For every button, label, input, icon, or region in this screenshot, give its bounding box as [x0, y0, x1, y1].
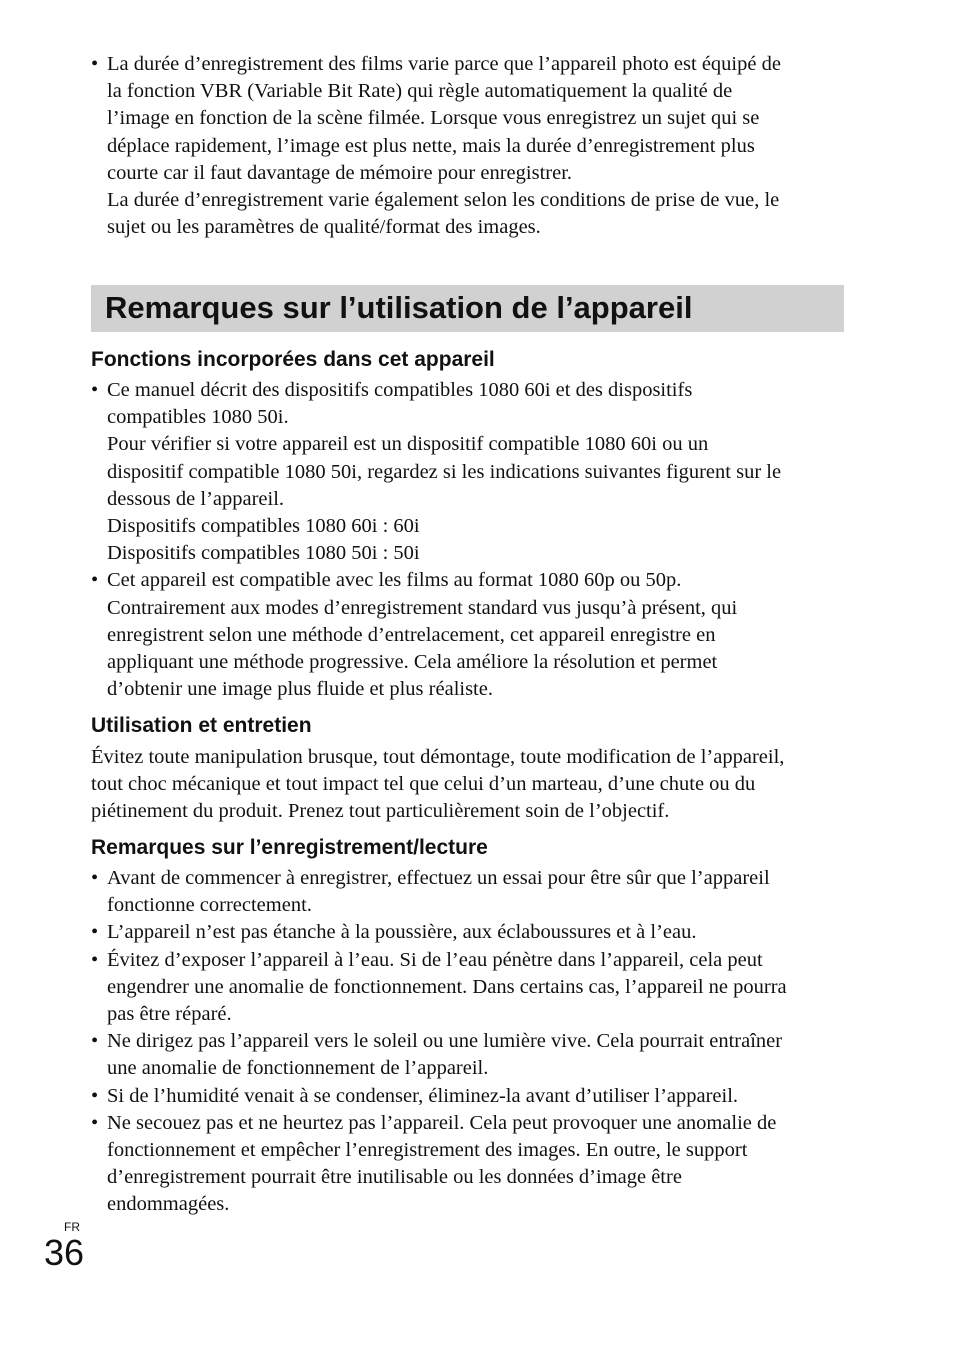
- list-item: [91, 1083, 843, 1110]
- list-line: appliquant une méthode progressive. Cela améliore la résolution et permet: [107, 651, 718, 674]
- list-line: d’enregistrement pourrait être inutilisable ou les données d’image être: [107, 1166, 682, 1189]
- list-line: pas être réparé.: [107, 1003, 232, 1026]
- paragraph-line: tout choc mécanique et tout impact tel que celui d’un marteau, d’une chute ou du: [91, 773, 756, 796]
- list-line: Dispositifs compatibles 1080 50i : 50i: [107, 542, 420, 565]
- list-line: enregistrent selon une méthode d’entrelacement, cet appareil enregistre en: [107, 623, 716, 646]
- list-line: • Cet appareil est compatible avec les films au format 1080 60p ou 50p.: [107, 569, 682, 592]
- list-line: compatibles 1080 50i.: [107, 406, 289, 429]
- remarques-list: [91, 865, 843, 1219]
- list-line: dessous de l’appareil.: [107, 487, 285, 510]
- section-banner: [91, 285, 844, 332]
- intro-line: déplace rapidement, l’image est plus nette, mais la durée d’enregistrement plus: [107, 134, 755, 157]
- intro-line: • La durée d’enregistrement des films varie parce que l’appareil photo est équipé de: [107, 53, 781, 75]
- intro-line: la fonction VBR (Variable Bit Rate) qui règle automatiquement la qualité de: [107, 80, 733, 103]
- intro-line: sujet ou les paramètres de qualité/format des images.: [107, 216, 541, 239]
- subheading-fonctions: Fonctions incorporées dans cet appareil: [91, 348, 495, 371]
- subheading-remarques: Remarques sur l’enregistrement/lecture: [91, 836, 488, 859]
- list-line: Dispositifs compatibles 1080 60i : 60i: [107, 515, 420, 538]
- paragraph-line: piétinement du produit. Prenez tout particulièrement soin de l’objectif.: [91, 800, 670, 823]
- list-line: engendrer une anomalie de fonctionnement. Dans certains cas, l’appareil ne pourra: [107, 975, 787, 998]
- list-line: • Ne dirigez pas l’appareil vers le soleil ou une lumière vive. Cela pourrait entraîner: [107, 1030, 783, 1053]
- list-line: • L’appareil n’est pas étanche à la poussière, aux éclaboussures et à l’eau.: [107, 921, 697, 944]
- list-line: Pour vérifier si votre appareil est un dispositif compatible 1080 60i ou un: [107, 433, 709, 456]
- list-item: [91, 1028, 843, 1082]
- list-line: Contrairement aux modes d’enregistrement standard vus jusqu’à présent, qui: [107, 596, 738, 619]
- intro-line: courte car il faut davantage de mémoire pour enregistrer.: [107, 161, 573, 184]
- list-item: [91, 1110, 843, 1219]
- list-item: [91, 567, 843, 703]
- list-line: • Avant de commencer à enregistrer, effectuez un essai pour être sûr que l’appareil: [107, 867, 770, 889]
- intro-bullet: [91, 51, 843, 241]
- list-line: fonctionne correctement.: [107, 894, 312, 917]
- paragraph-line: Évitez toute manipulation brusque, tout démontage, toute modification de l’appareil,: [91, 746, 785, 768]
- list-item: [91, 377, 843, 567]
- list-line: • Si de l’humidité venait à se condenser, éliminez-la avant d’utiliser l’appareil.: [107, 1084, 739, 1107]
- list-item: [91, 865, 843, 919]
- subheading-utilisation: Utilisation et entretien: [91, 714, 312, 737]
- list-line: fonctionnement et empêcher l’enregistrement des images. En outre, le support: [107, 1139, 748, 1162]
- list-line: • Ce manuel décrit des dispositifs compatibles 1080 60i et des dispositifs: [107, 379, 693, 401]
- utilisation-paragraph: [91, 744, 843, 826]
- list-line: une anomalie de fonctionnement de l’appareil.: [107, 1057, 489, 1080]
- list-line: • Ne secouez pas et ne heurtez pas l’appareil. Cela peut provoquer une anomalie de: [107, 1111, 777, 1134]
- list-item: [91, 919, 843, 946]
- list-item: [91, 947, 843, 1029]
- section-title: Remarques sur l’utilisation de l’appareil: [105, 290, 693, 325]
- list-line: dispositif compatible 1080 50i, regardez si les indications suivantes figurent sur le: [107, 460, 782, 483]
- list-line: endommagées.: [107, 1193, 230, 1216]
- intro-line: l’image en fonction de la scène filmée. Lorsque vous enregistrez un sujet qui se: [107, 107, 760, 130]
- list-line: • Évitez d’exposer l’appareil à l’eau. Si de l’eau pénètre dans l’appareil, cela peut: [107, 948, 763, 971]
- intro-line: La durée d’enregistrement varie également selon les conditions de prise de vue, le: [107, 189, 780, 212]
- fonctions-list: [91, 377, 843, 703]
- page-number: 36: [44, 1232, 85, 1273]
- language-label: FR: [64, 1220, 80, 1234]
- intro-section: [91, 51, 843, 241]
- list-line: d’obtenir une image plus fluide et plus réaliste.: [107, 678, 493, 701]
